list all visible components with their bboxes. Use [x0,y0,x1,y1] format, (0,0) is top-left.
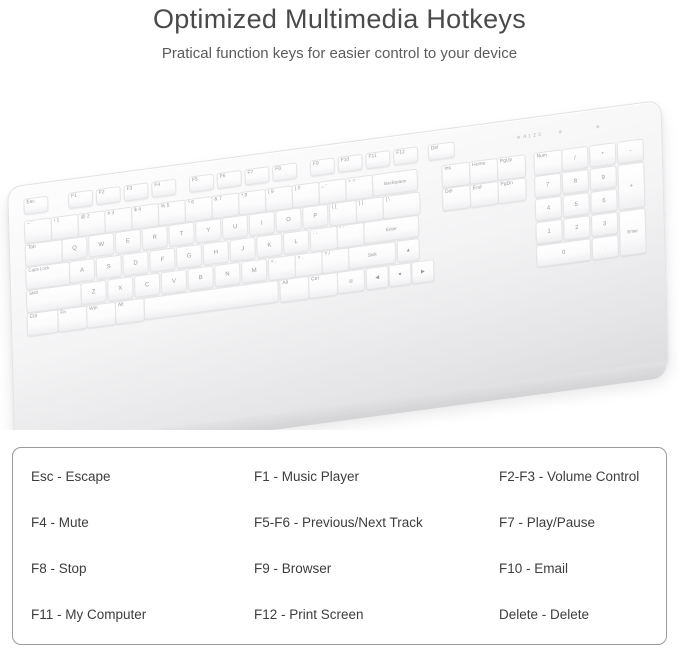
key-ctrl-left[interactable]: Ctrl [27,309,59,336]
legend-item: F1 - Music Player [254,469,360,484]
key-esc[interactable]: Esc [23,196,48,215]
key-numpad-2[interactable]: 2 [563,215,590,241]
key-numpad-9[interactable]: 9 [590,165,617,191]
key-numpad-5[interactable]: 5 [563,192,590,218]
key-caps-lock[interactable]: Caps Lock [25,261,70,290]
led-dot-2 [559,130,562,133]
legend-item: F10 - Email [499,561,569,576]
key-insert[interactable]: Ins [441,162,470,189]
key-x[interactable]: X [107,276,133,302]
keyboard-photo [0,70,679,430]
key-alt-left[interactable]: Alt [115,298,145,325]
key-shift-left[interactable]: Shift [26,283,82,314]
header [0,0,679,64]
legend-item: F7 - Play/Pause [499,515,596,530]
key-l[interactable]: L [283,229,309,255]
key-delete[interactable]: Del [442,185,471,212]
led-dot-3 [596,125,599,128]
key-backtick[interactable]: ~ ` [24,217,52,244]
key-a[interactable]: A [69,258,95,284]
legend-item: Esc - Escape [31,469,111,484]
key-f3[interactable]: F3 [123,182,148,201]
key-f2[interactable]: F2 [96,186,121,205]
key-y[interactable]: Y [195,218,221,244]
key-win[interactable]: Win [86,302,116,329]
key-numpad-divide[interactable]: / [561,146,588,172]
key-bracket-left[interactable]: { [ [329,200,357,227]
key-numpad-7[interactable]: 7 [534,173,561,199]
key-e[interactable]: E [115,229,141,255]
page-title: Optimized Multimedia Hotkeys [152,4,527,34]
key-page-up[interactable]: PgUp [497,154,526,181]
key-p[interactable]: P [302,204,328,230]
legend-item: F2-F3 - Volume Control [499,469,640,484]
key-t[interactable]: T [168,222,194,248]
key-9[interactable]: ( 9 [265,185,293,212]
key-ctrl-right[interactable]: Ctrl [308,272,338,299]
key-tab[interactable]: Tab [25,239,63,267]
key-comma[interactable]: < , [268,254,296,281]
key-q[interactable]: Q [61,236,87,262]
key-numpad-decimal[interactable]: . [592,235,619,261]
key-numpad-3[interactable]: 3 [591,211,618,237]
legend-item: F11 - My Computer [31,607,147,622]
key-semicolon[interactable]: : ; [310,226,338,253]
status-indicator-label: A 1 2 3 [522,131,542,141]
key-fn[interactable]: Fn [57,305,87,332]
key-f8[interactable]: F8 [272,162,297,181]
key-h[interactable]: H [203,240,229,266]
key-0[interactable]: ) 0 [292,182,320,209]
key-backslash[interactable]: | \ [382,191,420,219]
key-arrow-left[interactable]: ◀ [366,265,389,290]
key-f4[interactable]: F4 [151,179,176,198]
key-layout [7,100,669,430]
key-4[interactable]: $ 4 [131,203,159,230]
key-numpad-1[interactable]: 1 [535,219,562,245]
key-o[interactable]: O [275,207,301,233]
key-numpad-multiply[interactable]: * [589,142,616,168]
key-backspace[interactable]: Backspace [372,169,418,197]
key-numpad-minus[interactable]: - [617,138,644,164]
key-numpad-enter[interactable]: Enter [619,208,647,257]
key-7[interactable]: & 7 [211,192,239,219]
keyboard-body [7,100,669,430]
key-page-down[interactable]: PgDn [497,177,526,204]
hotkey-legend-grid [13,448,666,644]
legend-item: Delete - Delete [499,607,590,622]
key-f11[interactable]: F11 [365,150,390,169]
key-5[interactable]: % 5 [158,199,186,226]
legend-item: F4 - Mute [31,515,89,530]
key-s[interactable]: S [96,254,122,280]
key-numpad-6[interactable]: 6 [590,188,617,214]
key-end[interactable]: End [470,181,499,208]
key-numpad-plus[interactable]: + [617,161,645,210]
legend-item: F5-F6 - Previous/Next Track [254,515,423,530]
key-k[interactable]: K [256,233,282,259]
key-home[interactable]: Home [469,158,498,185]
key-n[interactable]: N [214,262,240,288]
key-8[interactable]: * 8 [238,189,266,216]
key-f1[interactable]: F1 [68,190,93,209]
key-c[interactable]: C [134,273,160,299]
key-slash[interactable]: ? / [321,247,349,274]
key-6[interactable]: ^ 6 [185,196,213,223]
key-w[interactable]: W [88,232,114,258]
key-f6[interactable]: F6 [217,170,242,189]
key-d[interactable]: D [122,251,148,277]
key-arrow-down[interactable]: ▼ [388,262,411,287]
key-numpad-0[interactable]: 0 [536,238,591,267]
key-r[interactable]: R [142,225,168,251]
legend-item: F8 - Stop [31,561,87,576]
key-m[interactable]: M [241,258,267,284]
key-f[interactable]: F [149,247,175,273]
key-f5[interactable]: F5 [189,174,214,193]
key-v[interactable]: V [161,269,187,295]
key-3[interactable]: # 3 [104,207,132,234]
key-b[interactable]: B [187,265,213,291]
key-u[interactable]: U [222,214,248,240]
key-1[interactable]: ! 1 [51,214,79,241]
key-delete-top[interactable]: Del [428,141,455,161]
hotkey-legend-box [12,447,667,645]
key-j[interactable]: J [229,237,255,263]
key-equals[interactable]: + = [345,174,373,201]
key-f9[interactable]: F9 [310,157,335,176]
key-f7[interactable]: F7 [244,166,269,185]
key-period[interactable]: > . [295,251,323,278]
key-arrow-right[interactable]: ▶ [411,259,434,284]
key-f12[interactable]: F12 [393,146,418,165]
key-minus[interactable]: _ - [318,178,346,205]
key-numpad-8[interactable]: 8 [562,169,589,195]
key-num-lock[interactable]: Num [533,149,562,176]
key-alt-right[interactable]: Alt [279,276,309,303]
key-f10[interactable]: F10 [338,154,363,173]
key-arrow-up[interactable]: ▲ [397,238,420,263]
key-2[interactable]: @ 2 [78,210,106,237]
key-z[interactable]: Z [80,280,106,306]
key-quote[interactable]: " ' [337,222,365,249]
legend-item: F12 - Print Screen [254,607,364,622]
legend-item: F9 - Browser [254,561,332,576]
key-i[interactable]: I [249,211,275,237]
key-numpad-4[interactable]: 4 [535,196,562,222]
key-bracket-right[interactable]: } ] [356,196,384,223]
page-subtitle: Pratical function keys for easier control to your device [161,45,518,62]
key-enter[interactable]: Enter [363,215,419,245]
led-dot-1 [517,136,520,139]
key-g[interactable]: G [176,244,202,270]
key-menu[interactable]: ◎ [337,268,365,294]
key-shift-right[interactable]: Shift [348,241,396,269]
